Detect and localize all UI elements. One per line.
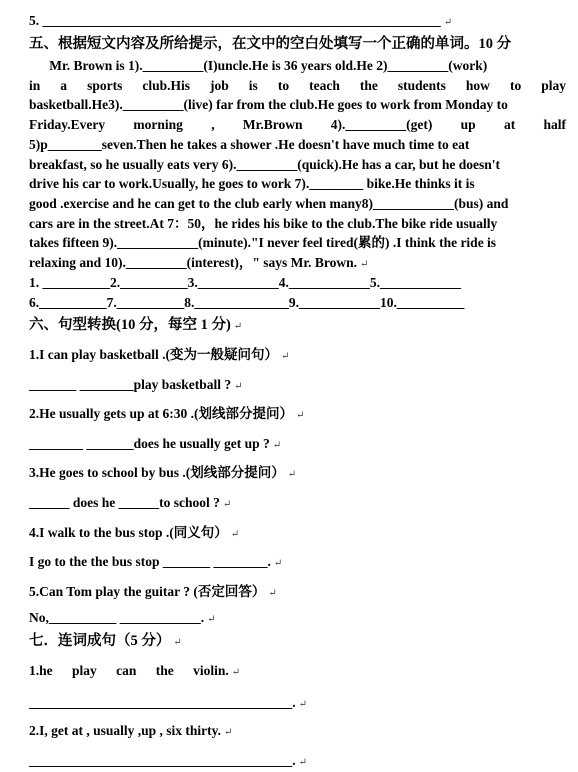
- line-text: 七．连词成句（5 分）: [29, 633, 171, 649]
- line-text: 3.He goes to school by bus .(划线部分提问）: [29, 465, 285, 480]
- passage-line-9: [29, 215, 497, 233]
- answer-row-2: [29, 294, 464, 312]
- passage-line-8: [29, 195, 508, 213]
- line-text: 5)p________seven.Then he takes a shower .He doesn't have much time to eat: [29, 137, 470, 152]
- return-mark: ↵: [298, 699, 308, 710]
- line-text: 1.he play can the violin.: [29, 663, 229, 678]
- section-five-heading: [29, 35, 511, 53]
- answer-6-3: [29, 494, 231, 514]
- line-text: _______________________________________.: [29, 753, 296, 768]
- question-7-1: [29, 662, 240, 682]
- line-text: drive his car to work.Usually, he goes to work 7).________ bike.He thinks it is: [29, 176, 475, 191]
- answer-row-1: [29, 274, 461, 292]
- line-text: ______ does he ______to school ?: [29, 495, 220, 510]
- return-mark: ↵: [230, 529, 240, 540]
- line-text: cars are in the street.At 7：50，he rides his bike to the club.The bike ride usually: [29, 216, 498, 231]
- line-text: 1.I can play basketball .(变为一般疑问句）: [29, 347, 279, 362]
- line-text: 4.I walk to the bus stop .(同义句）: [29, 525, 228, 540]
- line-text: 六、句型转换(10 分，每空 1 分): [29, 317, 231, 333]
- answer-7-1: [29, 694, 307, 714]
- return-mark: ↵: [233, 321, 243, 332]
- question-6-1: [29, 346, 289, 366]
- return-mark: ↵: [207, 614, 216, 625]
- line-text: 5. ___________________________________________________________: [29, 13, 441, 28]
- line-text: takes fifteen 9).____________(minute)."I never feel tired(累的) .I think the ride is: [29, 235, 497, 250]
- question-7-2: [29, 722, 232, 742]
- section-seven-heading: [29, 632, 182, 652]
- line-text: 五、根据短文内容及所给提示，在文中的空白处填写一个正确的单词。10 分: [29, 36, 512, 52]
- line-text: breakfast, so he usually eats very 6)._________(quick).He has a car, but he doesn't: [29, 157, 501, 172]
- answer-7-2: [29, 752, 307, 772]
- passage-line-3: [29, 96, 508, 114]
- question-6-4: [29, 524, 239, 544]
- return-mark: ↵: [443, 17, 453, 28]
- line-text: 1. __________2.__________3.____________4.____________5.____________: [29, 275, 461, 290]
- passage-line-4: [29, 116, 566, 134]
- return-mark: ↵: [231, 667, 241, 678]
- passage-line-10: [29, 234, 496, 252]
- q5-answer-line: [29, 12, 452, 32]
- return-mark: ↵: [296, 410, 305, 421]
- line-text: in a sports club.His job is to teach the students how to play: [29, 78, 566, 93]
- answer-6-1: [29, 376, 243, 396]
- line-text: ________ _______does he usually get up ?: [29, 436, 270, 451]
- answer-6-2: [29, 435, 281, 455]
- passage-line-11: [29, 254, 368, 274]
- line-text: Friday.Every morning , Mr.Brown 4)._________(get) up at half: [29, 117, 566, 132]
- line-text: 2.He usually gets up at 6:30 .(划线部分提问）: [29, 406, 294, 421]
- line-text: I go to the the bus stop _______ ________.: [29, 554, 271, 569]
- return-mark: ↵: [272, 440, 282, 451]
- line-text: _______________________________________.: [29, 695, 296, 710]
- line-text: 5.Can Tom play the guitar ? (否定回答）: [29, 584, 266, 599]
- section-six-heading: [29, 316, 242, 336]
- passage-line-5: [29, 136, 469, 154]
- line-text: No,__________ ____________.: [29, 610, 205, 625]
- question-6-3: [29, 464, 296, 484]
- question-6-2: [29, 405, 304, 425]
- passage-line-2: [29, 77, 566, 95]
- return-mark: ↵: [224, 727, 233, 738]
- return-mark: ↵: [268, 588, 277, 599]
- question-6-5: [29, 583, 277, 603]
- line-text: 2.I, get at , usually ,up , six thirty.: [29, 723, 222, 738]
- return-mark: ↵: [234, 381, 243, 392]
- line-text: Mr. Brown is 1)._________(I)uncle.He is 36 years old.He 2)_________(work): [29, 58, 488, 73]
- return-mark: ↵: [360, 259, 369, 270]
- return-mark: ↵: [273, 558, 283, 569]
- return-mark: ↵: [173, 637, 182, 648]
- return-mark: ↵: [222, 499, 232, 510]
- line-text: _______ ________play basketball ?: [29, 377, 232, 392]
- line-text: good .exercise and he can get to the club early when many8)____________(bus) and: [29, 196, 509, 211]
- return-mark: ↵: [298, 757, 308, 768]
- line-text: basketball.He3)._________(live) far from the club.He goes to work from Monday to: [29, 97, 508, 112]
- answer-6-5: [29, 609, 216, 629]
- passage-line-7: [29, 175, 475, 193]
- passage-line-1: [29, 57, 487, 75]
- answer-6-4: [29, 553, 282, 573]
- return-mark: ↵: [287, 469, 297, 480]
- passage-line-6: [29, 156, 500, 174]
- line-text: 6.__________7.__________8.______________9.____________10.__________: [29, 295, 465, 310]
- line-text: relaxing and 10)._________(interest)，" says Mr. Brown.: [29, 255, 357, 270]
- return-mark: ↵: [281, 351, 290, 362]
